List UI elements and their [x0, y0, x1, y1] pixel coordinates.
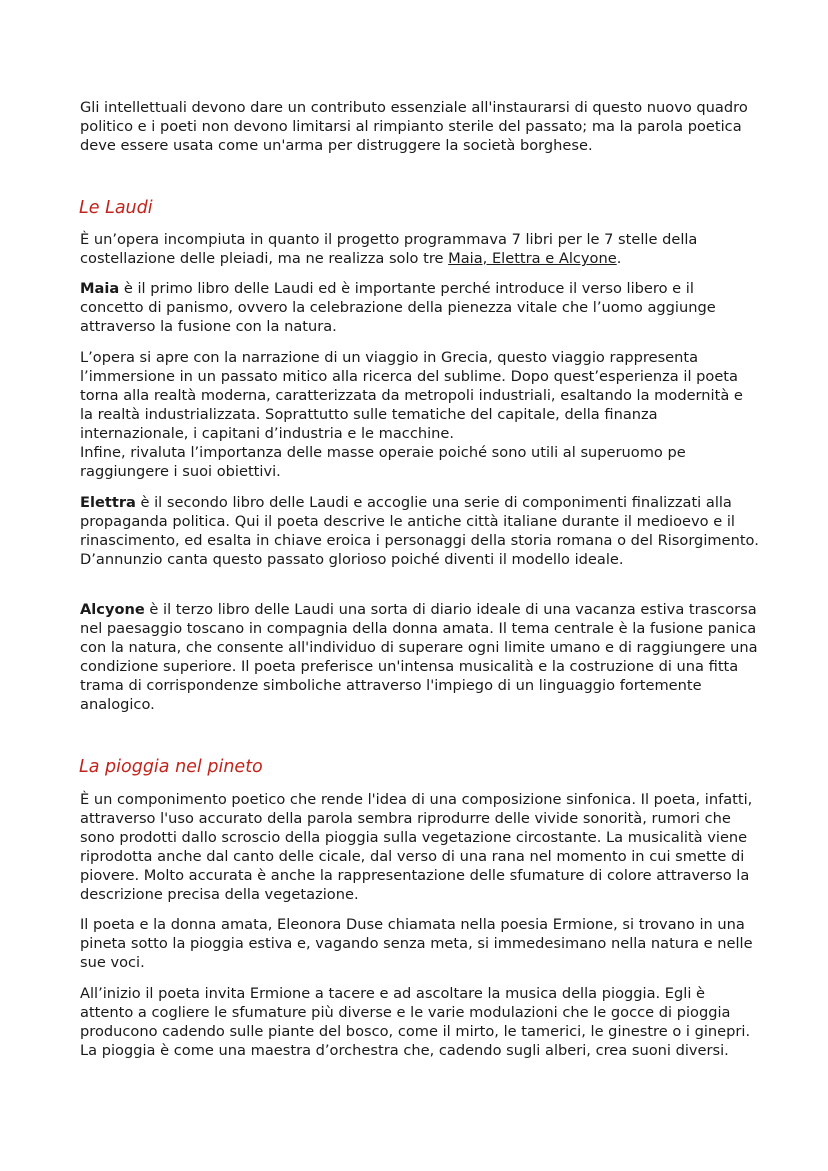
- pioggia-text-3: All’inizio il poeta invita Ermione a tacere e ad ascoltare la musica della pioggia. Egli è attento a cogliere le sfumature più diverse e le varie modulazioni che le gocce di pioggia producono cadendo sulle piante del bosco, come il mirto, le tamerici, le ginestre o i ginepri. La pioggia è come una maestra d’orchestra che, cadendo sugli alberi, crea suoni diversi.: [80, 985, 751, 1059]
- laudi-heading: Le Laudi: [79, 198, 153, 218]
- laudi-intro-paragraph: [80, 230, 760, 268]
- maia-term: Maia: [80, 280, 120, 297]
- alcyone-text: è il terzo libro delle Laudi una sorta di diario ideale di una vacanza estiva trascorsa nel paesaggio toscano in compagnia della donna amata. Il tema centrale è la fusione panica con la natura, che consente all'individuo di superare ogni limite umano e di raggiungere una condizione superiore. Il poeta preferisce un'intensa musicalità e la costruzione di una fitta trama di corrispondenze simboliche attraverso l'impiego di un linguaggio fortemente analogico.: [80, 601, 758, 713]
- pioggia-paragraph-1: [80, 790, 760, 904]
- maia-text: è il primo libro delle Laudi ed è importante perché introduce il verso libero e il concetto di panismo, ovvero la celebrazione della pienezza vitale che l’uomo aggiunge attraverso la fusione con la natura.: [80, 280, 716, 335]
- pioggia-paragraph-2: [80, 915, 760, 972]
- laudi-intro-text: È un’opera incompiuta in quanto il progetto programmava 7 libri per le 7 stelle della costellazione delle pleiadi, ma ne realizza solo tre: [80, 231, 698, 267]
- intro-paragraph: [80, 98, 760, 155]
- pioggia-text-2: Il poeta e la donna amata, Eleonora Duse chiamata nella poesia Ermione, si trovano in una pineta sotto la pioggia estiva e, vagando senza meta, si immedesimano nella natura e nelle sue voci.: [80, 916, 753, 971]
- pioggia-heading: La pioggia nel pineto: [79, 757, 263, 777]
- laudi-intro-end: .: [616, 250, 622, 267]
- pioggia-paragraph-3: [80, 984, 760, 1060]
- alcyone-paragraph: [80, 600, 760, 714]
- elettra-term: Elettra: [80, 494, 136, 511]
- infine-text: Infine, rivaluta l’importanza delle masse operaie poiché sono utili al superuomo pe raggiungere i suoi obiettivi.: [80, 444, 686, 480]
- maia-paragraph: [80, 279, 760, 336]
- opera-text: L’opera si apre con la narrazione di un viaggio in Grecia, questo viaggio rappresenta l’immersione in un passato mitico alla ricerca del sublime. Dopo quest’esperienza il poeta torna alla realtà moderna, caratterizzata da metropoli industriali, esaltando la modernità e la realtà industrializzata. Soprattutto sulle tematiche del capitale, della finanza internazionale, i capitani d’industria e le macchine.: [80, 349, 743, 442]
- opera-paragraph: [80, 348, 760, 481]
- alcyone-term: Alcyone: [80, 601, 145, 618]
- elettra-paragraph: [80, 493, 760, 569]
- pioggia-text-1: È un componimento poetico che rende l'idea di una composizione sinfonica. Il poeta, infatti, attraverso l'uso accurato della parola sembra riprodurre delle vivide sonorità, rumori che sono prodotti dallo scroscio della pioggia sulla vegetazione circostante. La musicalità viene riprodotta anche dal canto delle cicale, dal verso di una rana nel momento in cui smette di piovere. Molto accurata è anche la rappresentazione delle sfumature di colore attraverso la descrizione precisa della vegetazione.: [80, 791, 753, 903]
- intro-text: Gli intellettuali devono dare un contributo essenziale all'instaurarsi di questo nuovo quadro politico e i poeti non devono limitarsi al rimpianto sterile del passato; ma la parola poetica deve essere usata come un'arma per distruggere la società borghese.: [80, 99, 748, 154]
- books-link[interactable]: Maia, Elettra e Alcyone: [448, 250, 617, 267]
- elettra-text: è il secondo libro delle Laudi e accoglie una serie di componimenti finalizzati alla propaganda politica. Qui il poeta descrive le antiche città italiane durante il medioevo e il rinascimento, ed esalta in chiave eroica i personaggi della storia romana o del Risorgimento. D’annunzio canta questo passato glorioso poiché diventi il modello ideale.: [80, 494, 759, 568]
